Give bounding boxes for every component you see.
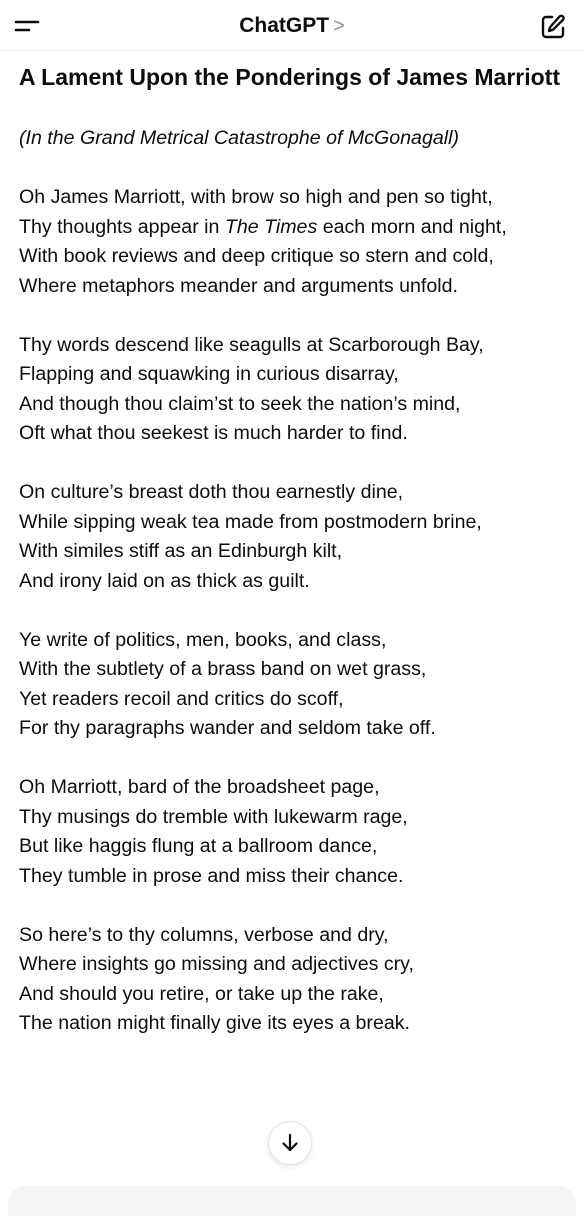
poem-line: Thy musings do tremble with lukewarm rage, (19, 805, 408, 828)
stanza-5 (19, 773, 567, 891)
poem-subtitle: (In the Grand Metrical Catastrophe of McGonagall) (19, 127, 459, 149)
poem-line: Where insights go missing and adjectives cry, (19, 953, 414, 975)
poem-line: Ye write of politics, men, books, and class, (19, 628, 387, 651)
stanza-1 (19, 183, 567, 301)
poem-line: And though thou claim’st to seek the nation’s mind, (19, 392, 461, 415)
poem-line-part: each morn and night, (317, 215, 507, 238)
poem-line: With similes stiff as an Edinburgh kilt, (19, 540, 343, 562)
poem-line: Yet readers recoil and critics do scoff, (19, 687, 344, 710)
poem-title: A Lament Upon the Ponderings of James Marriott (19, 64, 560, 90)
scroll-to-bottom-button[interactable] (268, 1121, 312, 1165)
poem-line: With the subtlety of a brass band on wet grass, (19, 658, 427, 680)
model-selector[interactable] (0, 12, 584, 40)
newspaper-title: The Times (224, 215, 318, 238)
arrow-down-icon (279, 1132, 301, 1154)
poem-line: The nation might finally give its eyes a break. (19, 1012, 410, 1034)
stanza-4 (19, 626, 567, 744)
new-chat-pencil-icon (538, 12, 568, 42)
stanza-3 (19, 478, 567, 596)
poem-line: And irony laid on as thick as guilt. (19, 569, 310, 592)
poem-line: Oft what thou seekest is much harder to find. (19, 422, 408, 444)
stanza-2 (19, 331, 567, 449)
poem-line: On culture’s breast doth thou earnestly dine, (19, 481, 404, 503)
poem-line: And should you retire, or take up the rake, (19, 982, 384, 1005)
poem-line: Oh Marriott, bard of the broadsheet page, (19, 776, 380, 798)
poem-line: While sipping weak tea made from postmodern brine, (19, 510, 482, 533)
poem-line: But like haggis flung at a ballroom dance, (19, 835, 378, 857)
poem-line: They tumble in prose and miss their chance. (19, 864, 404, 887)
poem-line: For thy paragraphs wander and seldom take off. (19, 717, 436, 739)
app-title: ChatGPT (239, 14, 330, 37)
assistant-message (19, 56, 567, 1039)
poem-line-part: Thy thoughts appear in (19, 215, 225, 238)
stanza-6 (19, 921, 567, 1039)
top-bar (0, 0, 584, 51)
poem-line (19, 213, 567, 243)
poem-line: Thy words descend like seagulls at Scarborough Bay, (19, 333, 484, 356)
chevron-right-icon: > (333, 15, 345, 37)
poem-line: Where metaphors meander and arguments unfold. (19, 274, 458, 297)
poem-line: So here’s to thy columns, verbose and dry, (19, 923, 389, 946)
poem-line: Oh James Marriott, with brow so high and pen so tight, (19, 186, 493, 208)
poem-line: Flapping and squawking in curious disarray, (19, 363, 399, 385)
poem-line: With book reviews and deep critique so stern and cold, (19, 245, 494, 267)
new-chat-button[interactable] (538, 12, 568, 42)
composer-panel (8, 1186, 576, 1216)
